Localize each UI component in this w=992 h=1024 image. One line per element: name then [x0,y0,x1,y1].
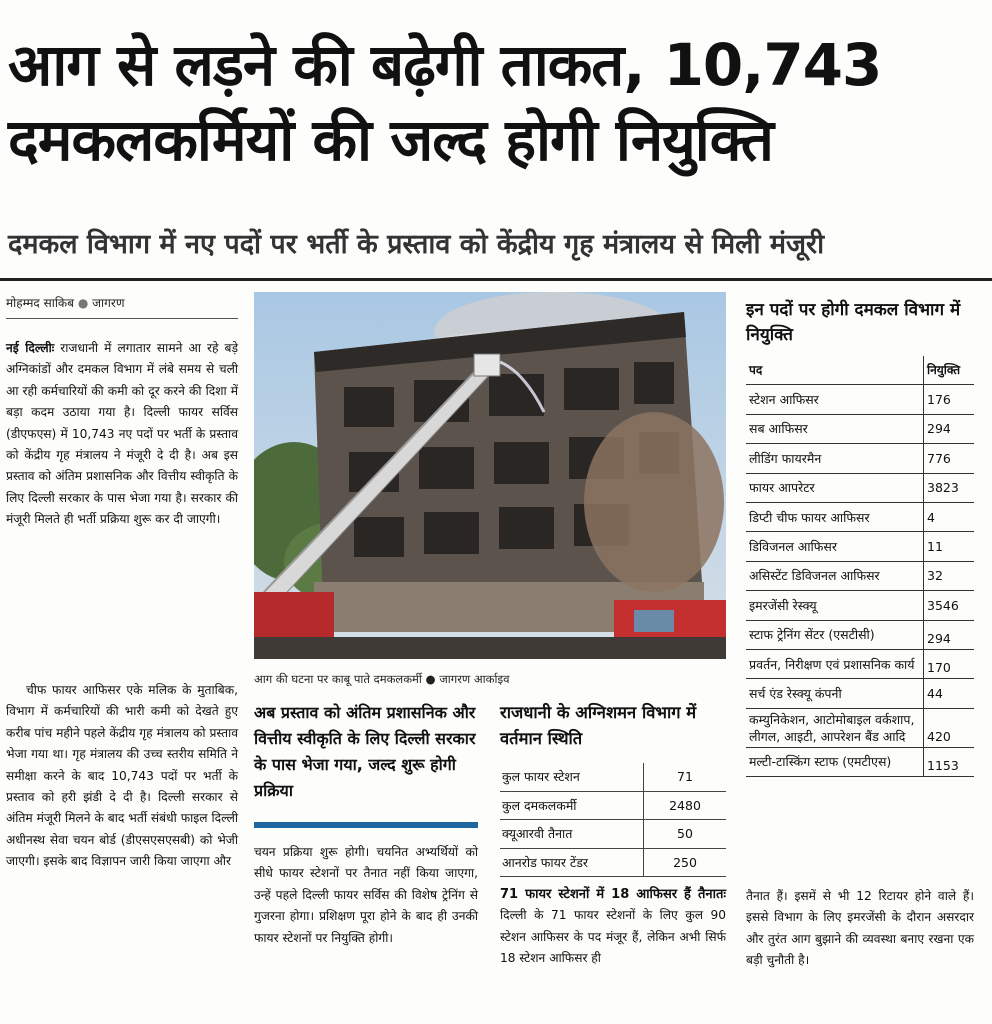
position-row [746,444,974,473]
divider [0,278,992,281]
position-row [746,502,974,531]
position-count: 32 [924,561,975,590]
positions-header-count: नियुक्ति [924,356,975,385]
status-label: क्यूआरवी तैनात [500,820,644,849]
status-label: कुल दमकलकर्मी [500,791,644,820]
positions-header-row [746,356,974,385]
position-count: 176 [924,385,975,414]
positions-table [746,356,974,777]
status-row [500,791,726,820]
article-paragraph-2: चीफ फायर आफिसर एके मलिक के मुताबिक, विभाग में कर्मचारियों की भारी कमी को देखते हुए करीब पांच महीने पहले केंद्रीय गृह मंत्रालय को प्रस्ताव भेजा गया था। गृह मंत्रालय की उच्च स्तरीय समिति ने समीक्षा करने के बाद 10,743 पदों पर भर्ती के प्रस्ताव को हरी झंडी दे दी है। दिल्ली सरकार से अंतिम मंजूरी मिलने के बाद भर्ती संबंधी फाइल दिल्ली अधीनस्थ सेवा चयन बोर्ड (डीएसएसएसबी) को भेजी जाएगी। इसके बाद विज्ञापन जारी किया जाएगा और [6,683,238,869]
fire-photo [254,292,726,659]
position-count: 44 [924,679,975,708]
position-row [746,620,974,649]
position-count: 1153 [924,747,975,776]
headline [8,28,984,178]
photo-caption: आग की घटना पर काबू पाते दमकलकर्मी ● जागरण आर्काइव [254,672,510,686]
position-row [746,561,974,590]
positions-box-title: इन पदों पर होगी दमकल विभाग में नियुक्ति [746,300,961,345]
position-count: 294 [924,620,975,649]
position-count: 4 [924,502,975,531]
status-label: आनरोड फायर टेंडर [500,848,644,877]
position-count: 11 [924,532,975,561]
position-post: कम्युनिकेशन, आटोमोबाइल वर्कशाप, लीगल, आइटी, आपरेशन बैंड आदि [746,708,924,747]
position-post: लीडिंग फायरमैन [746,444,924,473]
position-count: 3546 [924,591,975,620]
position-post: डिप्टी चीफ फायर आफिसर [746,502,924,531]
position-count: 294 [924,414,975,443]
position-row [746,385,974,414]
position-row [746,532,974,561]
status-box-title: राजधानी के अग्निशमन विभाग में वर्तमान स्थिति [500,703,697,748]
position-row [746,679,974,708]
position-post: प्रवर्तन, निरीक्षण एवं प्रशासनिक कार्य [746,649,924,678]
pull-quote-bar [254,822,478,828]
status-table [500,763,726,877]
article-column-4: तैनात हैं। इसमें से भी 12 रिटायर होने वाले हैं। इससे विभाग के लिए इमरजेंसी के दौरान असरदार और तुरंत आग बुझाने की व्यवस्था बनाए रखना एक बड़ी चुनौती है। [746,889,974,968]
subheadline: दमकल विभाग में नए पदों पर भर्ती के प्रस्ताव को केंद्रीय गृह मंत्रालय से मिली मंजूरी [8,229,825,260]
status-value: 2480 [644,791,727,820]
byline-author: मोहम्मद साकिब [6,296,75,310]
position-row [746,747,974,776]
position-count: 3823 [924,473,975,502]
status-label: कुल फायर स्टेशन [500,763,644,791]
byline-source: जागरण [92,296,125,310]
position-post: स्टेशन आफिसर [746,385,924,414]
position-row [746,708,974,747]
byline-divider [6,318,238,319]
headline-line-2: दमकलकर्मियों की जल्द होगी नियुक्ति [8,106,773,174]
position-post: असिस्टेंट डिविजनल आफिसर [746,561,924,590]
status-row [500,848,726,877]
status-value: 71 [644,763,727,791]
position-row [746,649,974,678]
pull-quote: अब प्रस्ताव को अंतिम प्रशासनिक और वित्तीय स्वीकृति के लिए दिल्ली सरकार के पास भेजा गया, जल्द शुरू होगी प्रक्रिया [254,703,476,800]
fire-photo-illustration [254,292,726,659]
position-post: सब आफिसर [746,414,924,443]
position-post: मल्टी-टास्किंग स्टाफ (एमटीएस) [746,747,924,776]
position-count: 776 [924,444,975,473]
position-count: 420 [924,708,975,747]
paragraph-1-text: राजधानी में लगातार सामने आ रहे बड़े अग्निकांडों और दमकल विभाग में लंबे समय से चली आ रही कर्मचारियों की कमी को दूर करने की दिशा में बड़ा कदम उठाया गया है। दिल्ली फायर सर्विस (डीएफएस) में 10,743 नए पदों पर भर्ती के प्रस्ताव को केंद्रीय गृह मंत्रालय ने मंजूरी दे दी है। अब इस प्रस्ताव को अंतिम प्रशासनिक और वित्तीय स्वीकृति के लिए दिल्ली सरकार के पास भेजा गया है। सरकार की मंजूरी मिलते ही भर्ती प्रक्रिया शुरू कर दी जाएगी। [6,341,238,527]
position-post: डिविजनल आफिसर [746,532,924,561]
position-post: इमरजेंसी रेस्क्यू [746,591,924,620]
position-row [746,473,974,502]
position-post: स्टाफ ट्रेनिंग सेंटर (एसटीसी) [746,620,924,649]
status-row [500,820,726,849]
status-value: 250 [644,848,727,877]
position-post: फायर आपरेटर [746,473,924,502]
position-row [746,414,974,443]
positions-header-post: पद [746,356,924,385]
headline-line-1: आग से लड़ने की बढ़ेगी ताकत, 10,743 [8,31,882,99]
status-row [500,763,726,791]
byline [6,294,246,311]
column-3-lead: 71 फायर स्टेशनों में 18 आफिसर हैं तैनातः [500,887,726,902]
article-column-2: चयन प्रक्रिया शुरू होगी। चयनित अभ्यर्थियों को सीधे फायर स्टेशनों पर तैनात नहीं किया जाएगा, उन्हें पहले दिल्ली फायर सर्विस की विशेष ट्रेनिंग से गुजरना होगा। प्रशिक्षण पूरा होने के बाद ही उनकी फायर स्टेशनों पर नियुक्ति होगी। [254,845,478,945]
dateline: नई दिल्लीः [6,341,55,355]
status-value: 50 [644,820,727,849]
column-3-text: दिल्ली के 71 फायर स्टेशनों के लिए कुल 90 स्टेशन आफिसर के पद मंजूर हैं, लेकिन अभी सिर्फ 18 स्टेशन आफिसर ही [500,908,726,966]
position-row [746,591,974,620]
position-post: सर्च एंड रेस्क्यू कंपनी [746,679,924,708]
position-count: 170 [924,649,975,678]
byline-dot: ● [77,296,89,310]
article-paragraph-1 [6,338,238,531]
article-column-3 [500,884,726,970]
